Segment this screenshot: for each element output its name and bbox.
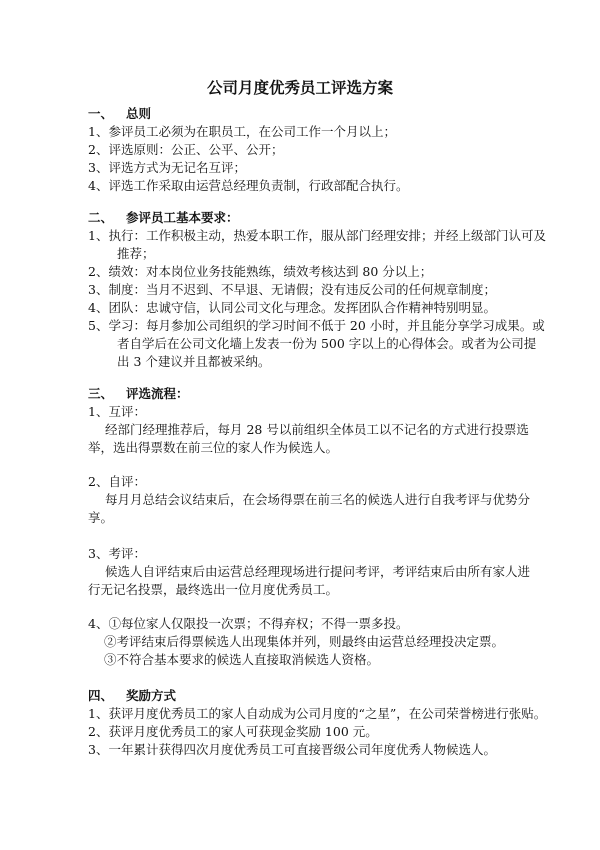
section-4-item-3: 3、一年累计获得四次月度优秀员工可直接晋级公司年度优秀人物候选人。 [88,742,496,757]
voting-rule-3: ③不符合基本要求的候选人直接取消候选人资格。 [104,652,380,667]
section-1-item-1: 1、参评员工必须为在职员工，在公司工作一个月以上； [88,124,396,139]
section-2-title: 参评员工基本要求： [126,210,239,225]
section-4-title: 奖励方式 [126,688,177,703]
page-title: 公司月度优秀员工评选方案 [206,78,393,97]
step-2-text-cont: 享。 [88,510,114,525]
section-4-item-1: 1、获评月度优秀员工的家人自动成为公司月度的“之星”，在公司荣誉榜进行张贴。 [88,706,547,721]
step-1-label: 1、互评： [88,404,146,419]
section-2-item-5: 5、学习：每月参加公司组织的学习时间不低于 20 小时，并且能分享学习成果。或 [88,318,545,333]
voting-rule-1: 4、①每位家人仅限投一次票；不得弃权；不得一票多投。 [88,616,409,631]
section-3-title: 评选流程： [126,386,189,401]
section-2-item-3: 3、制度：当月不迟到、不早退、无请假；没有违反公司的任何规章制度； [88,282,496,297]
section-1-title: 总则 [126,106,152,121]
section-1-heading [88,106,151,122]
section-4-number: 四、 [88,688,114,703]
section-1-number: 一、 [88,106,114,121]
step-3-text: 候选人自评结束后由运营总经理现场进行提问考评，考评结束后由所有家人进 [105,564,531,579]
section-4-heading [88,688,176,704]
section-1-item-2: 2、评选原则：公正、公平、公开； [88,142,284,157]
section-2-item-1: 1、执行：工作积极主动，热爱本职工作，服从部门经理安排；并经上级部门认可及 [88,228,546,243]
step-2-text: 每月月总结会议结束后，在会场得票在前三名的候选人进行自我考评与优势分 [105,492,531,507]
section-1-item-4: 4、评选工作采取由运营总经理负责制，行政部配合执行。 [88,178,409,193]
step-1-text: 经部门经理推荐后，每月 28 号以前组织全体员工以不记名的方式进行投票选 [105,422,529,437]
section-4-item-2: 2、获评月度优秀员工的家人可获现金奖励 100 元。 [88,724,378,739]
step-3-label: 3、考评： [88,546,146,561]
section-2-item-2: 2、绩效：对本岗位业务技能熟练，绩效考核达到 80 分以上； [88,264,433,279]
section-2-item-4: 4、团队：忠诚守信，认同公司文化与理念。发挥团队合作精神特别明显。 [88,300,496,315]
section-2-item-5-cont-2: 出 3 个建议并且都被采纳。 [117,354,271,369]
section-3-heading [88,386,189,402]
voting-rule-2: ②考评结束后得票候选人出现集体并列，则最终由运营总经理投决定票。 [104,634,505,649]
step-2-label: 2、自评： [88,474,146,489]
section-2-item-1-cont: 推荐； [117,246,155,261]
step-3-text-cont: 行无记名投票，最终选出一位月度优秀员工。 [88,582,339,597]
section-1-item-3: 3、评选方式为无记名互评； [88,160,246,175]
section-2-heading [88,210,239,226]
section-2-number: 二、 [88,210,114,225]
section-2-item-5-cont-1: 者自学后在公司文化墙上发表一份为 500 字以上的心得体会。或者为公司提 [117,336,537,351]
section-3-number: 三、 [88,386,114,401]
step-1-text-cont: 举，选出得票数在前三位的家人作为候选人。 [88,440,339,455]
